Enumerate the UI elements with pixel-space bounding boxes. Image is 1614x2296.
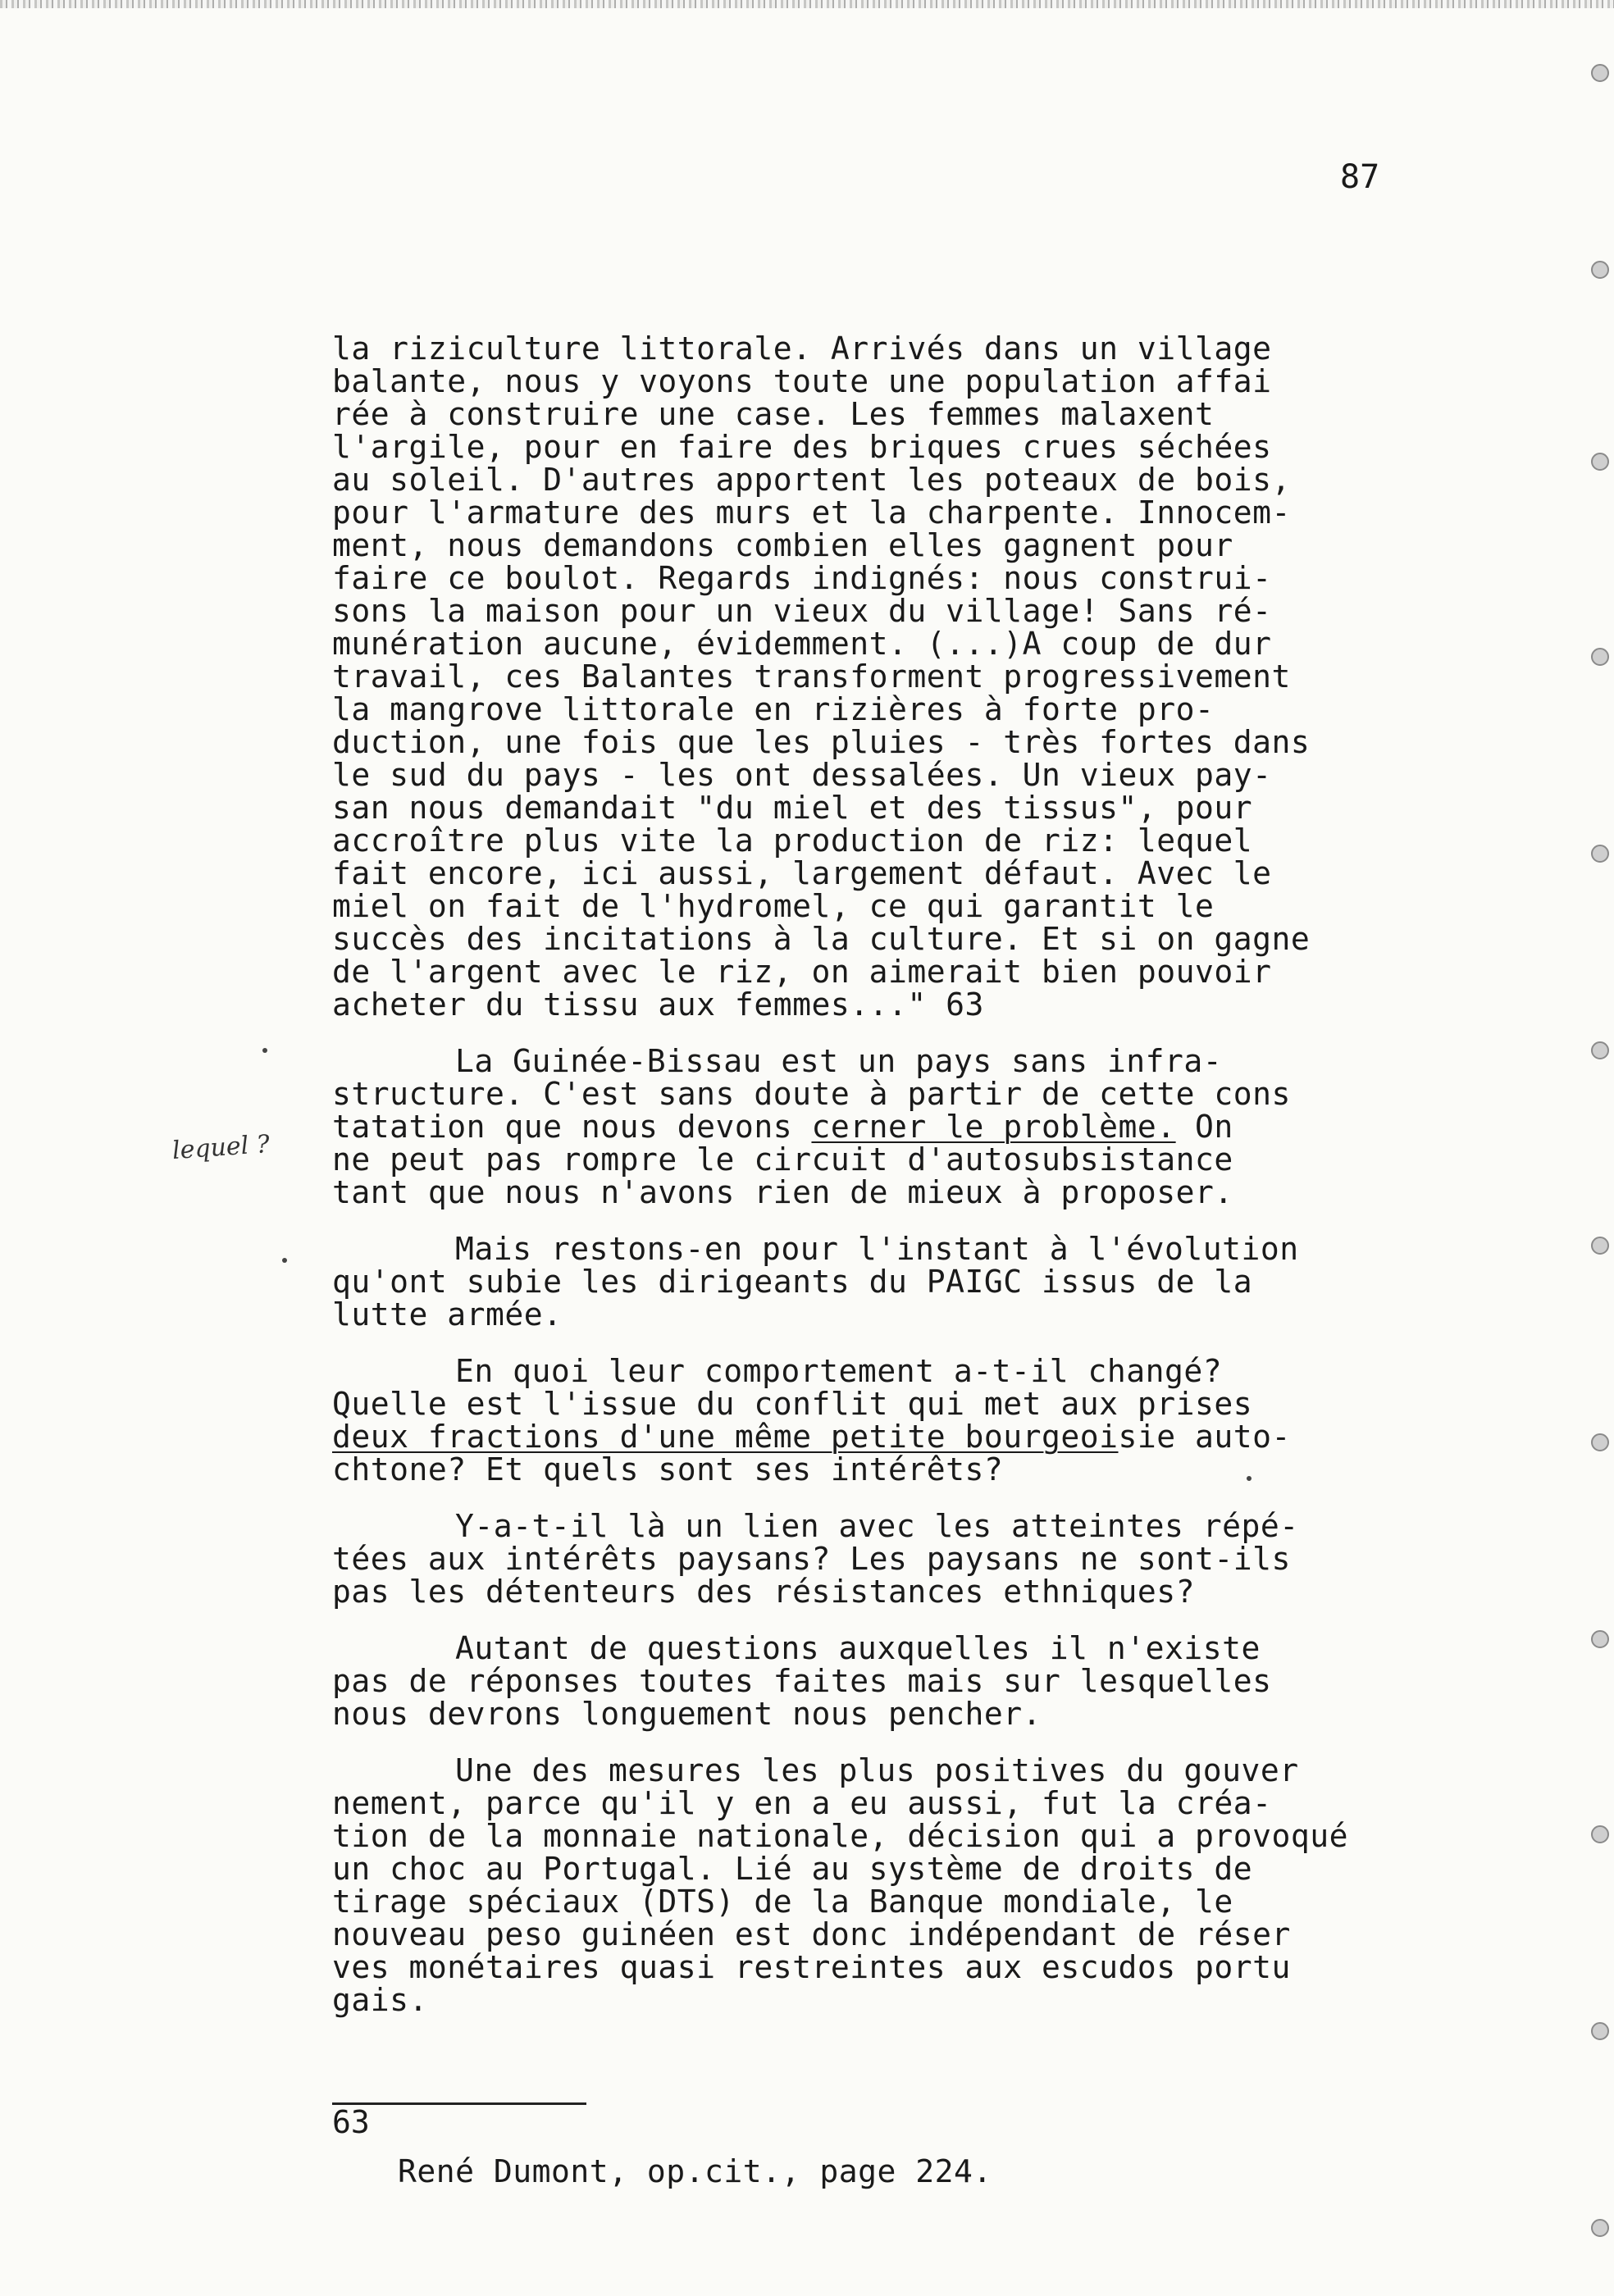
text-line: travail, ces Balantes transforment progressivement — [332, 658, 1291, 695]
punch-hole-icon — [1591, 2219, 1609, 2237]
paragraph — [332, 1632, 1480, 1730]
paragraph-gap — [332, 1209, 1480, 1232]
punch-hole-icon — [1591, 2022, 1609, 2040]
text-line: La Guinée-Bissau est un pays sans infra- — [455, 1043, 1223, 1079]
text-line-underlined: deux fractions d'une même petite bourgeoisie auto- — [332, 1419, 1291, 1455]
text-line: chtone? Et quels sont ses intérêts? — [332, 1451, 1004, 1487]
text-line: au soleil. D'autres apportent les poteaux de bois, — [332, 462, 1291, 498]
handwritten-margin-note: lequel ? — [171, 1129, 271, 1166]
text-line: En quoi leur comportement a-t-il changé? — [455, 1353, 1223, 1389]
scan-speck — [262, 1048, 267, 1053]
punch-hole-icon — [1591, 1041, 1609, 1059]
text-line: tirage spéciaux (DTS) de la Banque mondiale, le — [332, 1884, 1233, 1920]
paragraph — [332, 1754, 1480, 2016]
paragraph-gap — [332, 1486, 1480, 1510]
text-line: sons la maison pour un vieux du village! Sans ré- — [332, 593, 1272, 629]
punch-hole-icon — [1591, 453, 1609, 471]
scan-speck — [282, 1258, 287, 1263]
body-text — [332, 332, 1480, 2016]
text-line: pas les détenteurs des résistances ethniques? — [332, 1574, 1196, 1610]
text-line: pour l'armature des murs et la charpente. Innocem- — [332, 494, 1291, 531]
underlined-phrase: cerner le problème. — [811, 1109, 1176, 1145]
text-line: qu'ont subie les dirigeants du PAIGC issus de la — [332, 1264, 1253, 1300]
text-line: fait encore, ici aussi, largement défaut. Avec le — [332, 855, 1272, 891]
text-line: le sud du pays - les ont dessalées. Un vieux pay- — [332, 757, 1272, 793]
paragraph-gap — [332, 1608, 1480, 1632]
punch-hole-icon — [1591, 1237, 1609, 1255]
paragraph-quote — [332, 332, 1480, 1021]
text-line: balante, nous y voyons toute une population affai — [332, 363, 1272, 399]
text-line: ment, nous demandons combien elles gagnent pour — [332, 527, 1233, 563]
scan-top-edge — [0, 0, 1614, 8]
text-line: un choc au Portugal. Lié au système de droits de — [332, 1851, 1253, 1887]
text-line: Y-a-t-il là un lien avec les atteintes répé- — [455, 1508, 1299, 1544]
text-line: structure. C'est sans doute à partir de cette cons — [332, 1076, 1291, 1112]
text-line: Autant de questions auxquelles il n'existe — [455, 1630, 1261, 1666]
punch-hole-icon — [1591, 1630, 1609, 1648]
paragraph-gap — [332, 1021, 1480, 1045]
text-line: nement, parce qu'il y en a eu aussi, fut la créa- — [332, 1785, 1272, 1821]
paragraph — [332, 1045, 1480, 1209]
punch-hole-icon — [1591, 261, 1609, 279]
text-line: la mangrove littorale en rizières à forte pro- — [332, 691, 1215, 727]
paragraph — [332, 1232, 1480, 1331]
text-line: accroître plus vite la production de riz: lequel — [332, 822, 1253, 859]
text-line: la riziculture littorale. Arrivés dans un village — [332, 330, 1272, 367]
punch-hole-icon — [1591, 1433, 1609, 1451]
text-line: nous devrons longuement nous pencher. — [332, 1696, 1042, 1732]
text-line: succès des incitations à la culture. Et si on gagne — [332, 921, 1311, 957]
punch-hole-icon — [1591, 648, 1609, 666]
text-line: tion de la monnaie nationale, décision qui a provoqué — [332, 1818, 1349, 1854]
text-line: Une des mesures les plus positives du gouver — [455, 1752, 1299, 1788]
text-line: de l'argent avec le riz, on aimerait bien pouvoir — [332, 954, 1272, 990]
text-line: ne peut pas rompre le circuit d'autosubsistance — [332, 1141, 1233, 1178]
text-line: pas de réponses toutes faites mais sur lesquelles — [332, 1663, 1272, 1699]
text-line: duction, une fois que les pluies - très fortes dans — [332, 724, 1311, 760]
underlined-phrase: deux fractions d'une même petite bourgeoi — [332, 1419, 1119, 1455]
text-line: rée à construire une case. Les femmes malaxent — [332, 396, 1215, 432]
text-line: ves monétaires quasi restreintes aux escudos portu — [332, 1949, 1291, 1985]
text-line: lutte armée. — [332, 1296, 563, 1332]
footnote-text: René Dumont, op.cit., page 224. — [398, 2153, 992, 2189]
paragraph — [332, 1355, 1480, 1486]
page-number: 87 — [1340, 158, 1380, 196]
paragraph — [332, 1510, 1480, 1608]
text-line: miel on fait de l'hydromel, ce qui garantit le — [332, 888, 1215, 924]
text-line: l'argile, pour en faire des briques crues séchées — [332, 429, 1272, 465]
punch-hole-icon — [1591, 64, 1609, 82]
text-line: acheter du tissu aux femmes..." 63 — [332, 986, 984, 1023]
text-line: Quelle est l'issue du conflit qui met aux prises — [332, 1386, 1253, 1422]
paragraph-gap — [332, 1331, 1480, 1355]
text-line: nouveau peso guinéen est donc indépendant de réser — [332, 1916, 1291, 1952]
paragraph-gap — [332, 1730, 1480, 1754]
text-line: tées aux intérêts paysans? Les paysans ne sont-ils — [332, 1541, 1291, 1577]
text-line: tant que nous n'avons rien de mieux à proposer. — [332, 1174, 1233, 1210]
punch-hole-icon — [1591, 845, 1609, 863]
footnote-number: 63 — [332, 2104, 370, 2140]
footnote-separator — [332, 2102, 586, 2105]
text-line: munération aucune, évidemment. (...)A coup de dur — [332, 626, 1272, 662]
text-line: san nous demandait "du miel et des tissus", pour — [332, 790, 1253, 826]
text-line: Mais restons-en pour l'instant à l'évolution — [455, 1231, 1299, 1267]
scan-speck — [1247, 1476, 1252, 1481]
text-line: gais. — [332, 1982, 428, 2018]
text-line: faire ce boulot. Regards indignés: nous construi- — [332, 560, 1272, 596]
text-line-underlined: tatation que nous devons cerner le problème. On — [332, 1109, 1233, 1145]
punch-hole-icon — [1591, 1825, 1609, 1843]
